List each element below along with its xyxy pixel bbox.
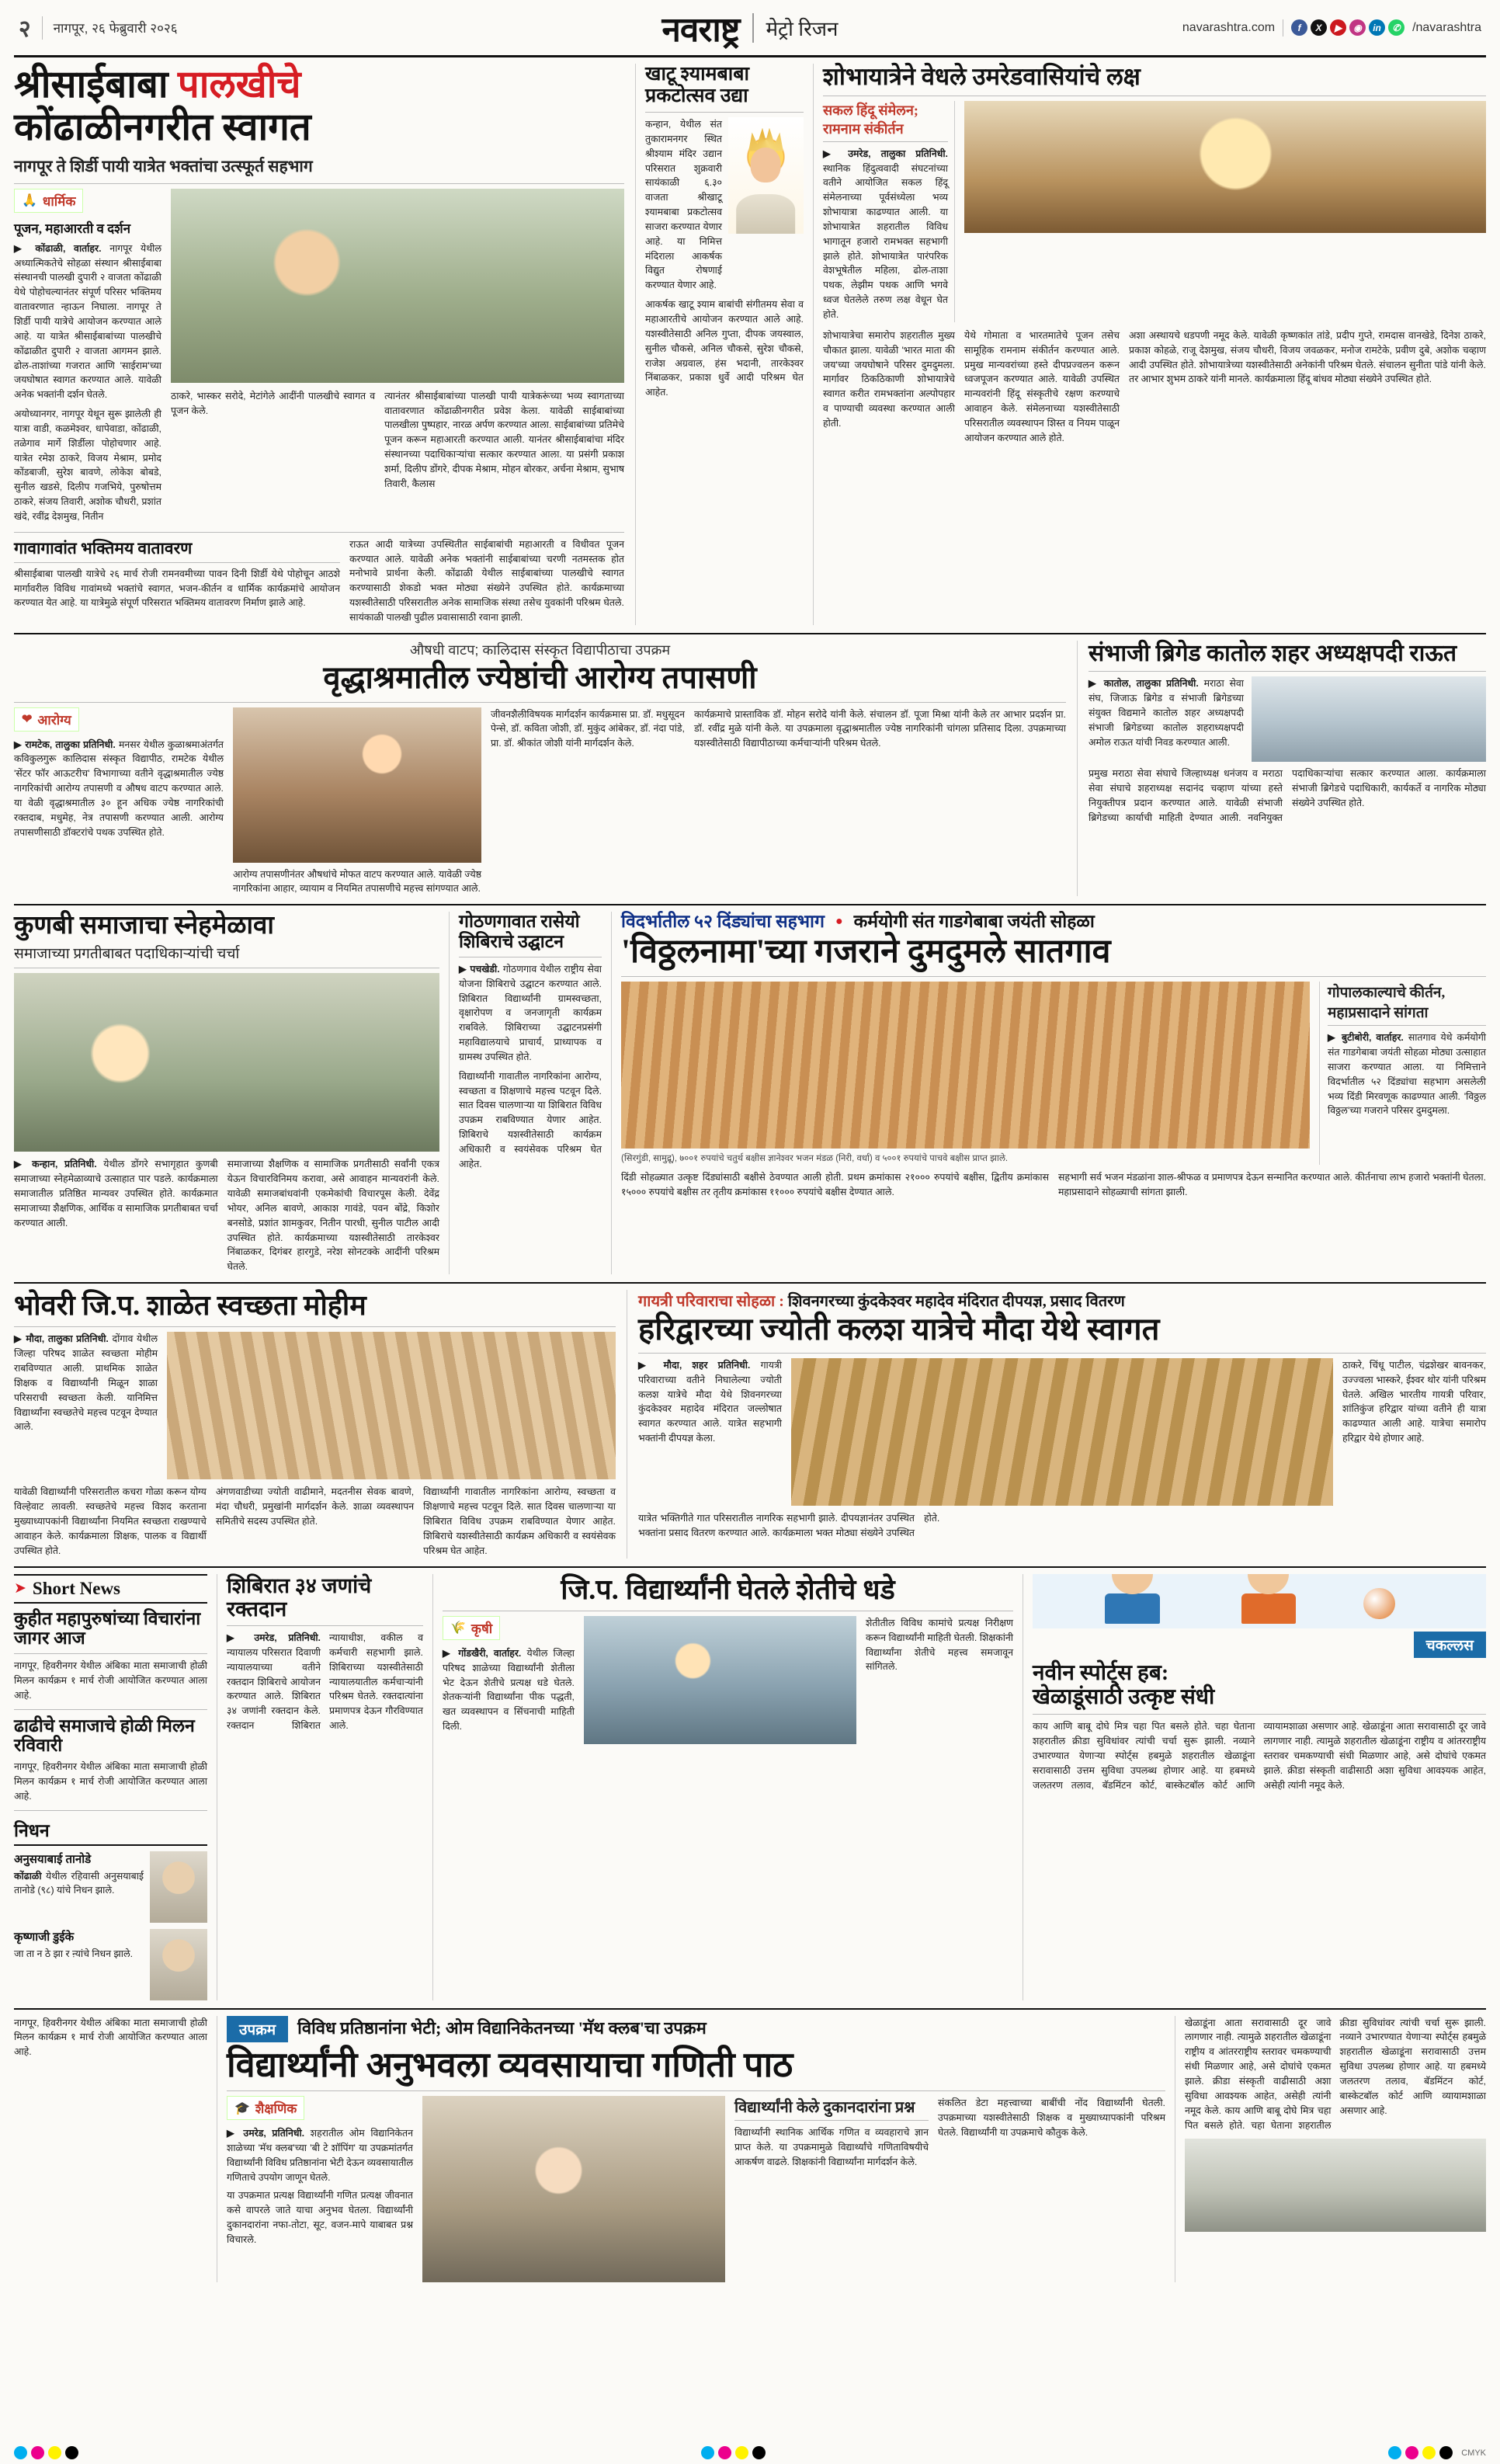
ganiti-col1: ▶ उमरेड, प्रतिनिधी. शहरातील ओम विद्यानिकेतन शाळेच्या 'मॅथ क्लब'च्या 'बी टे शॉपिंग' या उपक्रमांतर्गत विद्यार्थ्यांनी विविध प्रतिष्ठानांना भेटी देऊन व्यवसायातील गणिताचे उपयोग जाणून घेतले. [227, 2128, 413, 2183]
nidhan-text: जा ता न ठे झा र ऩ्यांचे निधन झाले. [14, 1948, 134, 1959]
sambhaji-article [1078, 641, 1486, 896]
vitthal-kicker-right: कर्मयोगी संत गाडगेबाबा जयंती सोहळा [853, 912, 1095, 932]
registration-dots-left [14, 2446, 78, 2459]
praying-hands-icon: 🙏 [22, 194, 37, 208]
masthead [14, 0, 1486, 57]
category-tag-shaikshanik: 🎓 शैक्षणिक [227, 2096, 304, 2120]
shobha-headline: शोभायात्रेने वेधले उमरेडवासियांचे लक्ष [823, 63, 1141, 90]
vitthal-kicker-left: विदर्भातील ५२ दिंड्यांचा सहभाग [621, 912, 825, 932]
aushadhi-kicker: औषधी वाटप; कालिदास संस्कृत विद्यापीठाचा उपक्रम [409, 641, 671, 658]
haridwar-article [627, 1290, 1486, 1559]
upakram-pill: उपक्रम [227, 2016, 288, 2042]
khatu-headline: खाटू श्यामबाबा प्रकटोत्सव उद्या [645, 64, 750, 106]
gothan-col2: विद्यार्थ्यांनी गावातील नागरिकांना आरोग्य, स्वच्छता व शिक्षणाचे महत्त्व पटवून दिले. सात दिवस चालणाऱ्या या शिबिरात विविध उपक्रम राबविण्यात येणार आहेत. शिबिराचे यशस्वीतेसाठी कार्यक्रम अधिकारी व स्वयंसेवक परिश्रम घेत आहेत. [459, 1070, 602, 1169]
page-number: २ [19, 16, 31, 42]
vitthal-photo-caption: (सिरगुंडी, सामुद्रू), ७००१ रुपयांचे चतुर्थ बक्षीस ज्ञानेश्वर भजन मंडळ (निरी, वर्धा) व ५००१ रुपयांचे पाचवे बक्षीस प्राप्त झाले. [621, 1154, 1009, 1164]
haridwar-col1: ▶ मौदा, शहर प्रतिनिधी. गायत्री परिवाराच्या वतीने निघालेल्या ज्योती कलश यात्रेचे मौदा येथे शिवनगरच्या कुंदकेश्वर महादेव मंदिरात जल्लोषात स्वागत करण्यात आले. यात्रेत सहभागी भक्तांनी दीपयज्ञ केला. [638, 1359, 782, 1444]
aushadhi-col2: जीवनशैलीविषयक मार्गदर्शन कार्यक्रमास प्रा. डॉ. मधुसूदन पेन्से, डॉ. कविता जोशी, डॉ. मुकुंद आंबेकर, डॉ. नंदा पांडे, प्रा. डॉ. श्रीकांत जोशी यांनी मार्गदर्शन केले. [491, 708, 685, 749]
lead-col3: राऊत आदी यात्रेच्या उपस्थितीत साईबाबांची महाआरती व विधीवत पूजन करण्यात आले. यावेळी अनेक भक्तांनी साईबाबांच्या चरणी नतमस्तक होत मनोभावे प्रार्थना केली. कोंढाळी येथील साईबाबांच्या पालखीचे स्वागत करण्यासाठी शेकडो भक्त मोठ्या संख्येने उपस्थित होते. कार्यक्रमाच्या यशस्वीतेसाठी परिसरातील अनेक सामाजिक संस्था तसेच युवकांनी परिश्रम घेतले. सायंकाळी पालखी पुढील प्रवासासाठी रवाना झाली. [349, 538, 624, 623]
ganiti-kicker: विविध प्रतिष्ठानांना भेटी; ओम विद्यानिकेतनच्या 'मॅथ क्लब'चा उपक्रम [297, 2018, 707, 2038]
gothan-headline: गोठणगावात रासेयो शिबिराचे उद्घाटन [459, 912, 580, 952]
haridwar-kicker: गायत्री परिवाराचा सोहळा : शिवनगरच्या कुंदकेश्वर महादेव मंदिरात दीपयज्ञ, प्रसाद वितरण [638, 1293, 1125, 1311]
zp-agri-col2: शेतीतील विविध कामांचे प्रत्यक्ष निरीक्षण करून विद्यार्थ्यांनी माहिती घेतली. शिक्षकांनी विद्यार्थ्यांना शेतीचे महत्त्व समजावून सांगितले. [866, 1617, 1013, 1673]
short-news-item2-title: ढाढीचे समाजाचे होळी मिलन रविवारी [14, 1715, 195, 1756]
khatu-article [635, 64, 814, 625]
shobha-col2: येथे गोमाता व भारतमातेचे पूजन तसेच सामूहिक रामनाम संकीर्तन करण्यात आले. प्रमुख मान्यवरांच्या हस्ते दीपप्रज्वलन करून ध्वजपूजन करण्यात आले. यावेळी उपस्थित मान्यवरांनी हिंदू संस्कृतीचे रक्षण करण्याचे आवाहन केले. संमेलनाच्या यशस्वीतेसाठी परिसरातील व्यवस्थापन शिस्त व नियम पाळून आयोजन करण्यात आले होते. [964, 329, 1120, 443]
shibirat-headline: शिबिरात ३४ जणांचे रक्तदान [227, 1573, 372, 1621]
sports-hub-article [1023, 1574, 1486, 2000]
bhovari-col4: विद्यार्थ्यांनी गावातील नागरिकांना आरोग्य, स्वच्छता व शिक्षणाचे महत्त्व पटवून दिले. सात दिवस चालणाऱ्या या शिबिरात विविध उपक्रम राबविण्यात येणार आहेत. शिबिराचे यशस्वीतेसाठी कार्यक्रम अधिकारी व स्वयंसेवक परिश्रम घेत आहेत. [423, 1486, 616, 1556]
shibirat-article [217, 1574, 433, 2000]
twitter-x-icon[interactable]: X [1311, 19, 1327, 36]
aushadhi-headline: वृद्धाश्रमातील ज्येष्ठांची आरोग्य तपासणी [323, 659, 757, 695]
sports-headline-1: नवीन स्पोर्ट्स हब: [1033, 1660, 1169, 1685]
haridwar-col2: यात्रेत भक्तिगीते गात परिसरातील नागरिक सहभागी झाले. दीपयज्ञानंतर उपस्थित भक्तांना प्रसाद वितरण करण्यात आले. कार्यक्रमाला भक्त मोठ्या संख्येने उपस्थित होते. [638, 1512, 940, 1538]
sambhaji-headline: संभाजी ब्रिगेड कातोल शहर अध्यक्षपदी राऊत [1089, 640, 1457, 666]
chakallas-pill: चकल्लस [1414, 1632, 1486, 1658]
lead-headline-line1: श्रीसाईबाबा पालखीचे [14, 63, 301, 106]
aushadhi-photo [233, 707, 481, 863]
bhovari-article [14, 1290, 627, 1559]
vitthal-subhead: गोपालकाल्याचे कीर्तन, महाप्रसादाने सांगता [1328, 982, 1486, 1026]
deity-illustration [728, 117, 804, 234]
arrow-right-icon: ➤ [14, 1580, 26, 1597]
sambhaji-col2: प्रमुख मराठा सेवा संघाचे जिल्हाध्यक्ष धनंजय व मराठा सेवा संघाचे शहराध्यक्ष सदानंद चव्हाण यांच्या हस्ते नियुक्तीपत्र प्रदान करण्यात आले. यावेळी संभाजी ब्रिगेडच्या कार्याची माहिती देण्यात आली. नवनियुक्त पदाधिकाऱ्यांचा सत्कार करण्यात आला. कार्यक्रमाला संभाजी ब्रिगेडचे पदाधिकारी, कार्यकर्ते व नागरिक मोठ्या संख्येने उपस्थित होते. [1089, 768, 1486, 823]
newspaper-logo: नवराष्ट् [661, 10, 740, 49]
ganiti-headline: विद्यार्थ्यांनी अनुभवला व्यवसायाचा गणिती पाठ [227, 2045, 793, 2084]
zp-agri-col1: ▶ गोंडखैरी, वार्ताहर. येथील जिल्हा परिषद शाळेच्या विद्यार्थ्यांनी शेतीला भेट देऊन शेतीचे प्रत्यक्ष धडे घेतले. शेतकऱ्यांनी विद्यार्थ्यांना पीक पद्धती, खत व्यवस्थापन व सिंचनाची माहिती दिली. [443, 1647, 575, 1732]
short-news-header [14, 1574, 207, 1604]
nidhan-item [14, 1929, 207, 2000]
aushadhi-article [14, 641, 1078, 896]
ganiti-col3: संकलित डेटा महत्त्वाच्या बाबींची नोंद विद्यार्थ्यांनी घेतली. उपक्रमाच्या यशस्वीतेसाठी शिक्षक व मुख्याध्यापकांनी परिश्रम घेतले. विद्यार्थ्यांनी या उपक्रमाचे कौतुक केले. [938, 2097, 1165, 2138]
sports-continued [1175, 2016, 1486, 2282]
gothan-article [449, 912, 612, 1274]
bhovari-headline: भोवरी जि.प. शाळेत स्वच्छता मोहीम [14, 1290, 366, 1322]
zp-agri-photo [584, 1616, 856, 1744]
aushadhi-col2b: कार्यक्रमाचे प्रास्ताविक डॉ. मोहन सरोदे यांनी केले. संचालन डॉ. पूजा मिश्रा यांनी केले तर आभार प्रदर्शन प्रा. डॉ. रवींद्र मुळे यांनी केले. या उपक्रमाला वृद्धाश्रमातील ज्येष्ठ नागरिकांनी चांगला प्रतिसाद दिला. उपक्रमाच्या यशस्वीतेसाठी विद्यापीठाच्या कर्मचाऱ्यांनी परिश्रम घेतले. [694, 708, 1066, 749]
lead-col1: ▶ कोंढाळी, वार्ताहर. नागपूर येथील अध्यात्मिकतेचे सोहळा संस्थान श्रीसाईबाबा संस्थानची पालखी दुपारी २ वाजता कोंढाळी येथे पोहोचल्यानंतर संपूर्ण परिसर भक्तिमय वातावरणात न्हाऊन निघाला. नागपूर ते शिर्डी पायी यात्रेचे आयोजन करण्यात आले आहे. या यात्रेत श्रीसाईबाबांच्या पालखीचे कोंढाळीत दुपारी २ वाजता आगमन झाले. ढोल-ताशांच्या गजरात आणि 'साईराम'च्या जयघोषात स्वागत करण्यात आले. यावेळी अनेक भक्तांनी दर्शन घेतले. [14, 242, 161, 401]
bhovari-col2: यावेळी विद्यार्थ्यांनी परिसरातील कचरा गोळा करून योग्य विल्हेवाट लावली. स्वच्छतेचे महत्त्व विशद करताना मुख्याध्यापकांनी विद्यार्थ्यांना नियमित स्वच्छता राखण्याचे आवाहन केले. कार्यक्रमाला शिक्षक, पालक व विद्यार्थी उपस्थित होते. [14, 1486, 207, 1556]
publication-date: नागपूर, २६ फेब्रुवारी २०२६ [53, 21, 178, 36]
footer [14, 2446, 1486, 2459]
kunbi-headline: कुणबी समाजाचा स्नेहमेळावा [14, 912, 274, 940]
masthead-left [14, 12, 511, 43]
khatu-col1: कन्हान, येथील संत तुकारामनगर स्थित श्रीश्याम मंदिर उद्यान परिसरात शुक्रवारी सायंकाळी ६.३० वाजता श्रीखाटू श्यामबाबा प्रकटोत्सव साजरा करण्यात येणार आहे. या निमित्त मंदिराला आकर्षक विद्युत रोषणाई करण्यात येणार आहे. [645, 119, 722, 291]
bhovari-photo [167, 1332, 616, 1479]
social-handle: /navarashtra [1412, 20, 1481, 34]
shibirat-body: ▶ उमरेड, प्रतिनिधी. न्यायालय परिसरात दिवाणी न्यायालयाच्या वतीने रक्तदान शिबिराचे आयोजन करण्यात आले. शिबिरात ३४ जणांनी रक्तदान केले. रक्तदान शिबिरात न्यायाधीश, वकील व कर्मचारी सहभागी झाले. शिबिराच्या यशस्वीतेसाठी न्यायालयातील कर्मचाऱ्यांनी परिश्रम घेतले. रक्तदात्यांना प्रमाणपत्र देऊन गौरविण्यात आले. [227, 1632, 423, 1732]
kunbi-col2: समाजाच्या शैक्षणिक व सामाजिक प्रगतीसाठी सर्वांनी एकत्र येऊन विचारविनिमय करावा, असे आवाहन मान्यवरांनी केले. यावेळी समाजबांधवांनी एकमेकांची विचारपूस केली. देवेंद्र भोयर, अनिल बावणे, आकाश गावंडे, पवन बोंद्रे, किशोर बनसोडे, प्रशांत शामकुवर, नितीन पारधी, सुनील पाटील आदी उपस्थित होते. कार्यक्रमाच्या यशस्वीतेसाठी तारकेश्वर निंबाळकर, दिगंबर हारगुडे, नरेश सोनटक्के आदींनी परिश्रम घेतले. [227, 1159, 439, 1273]
haridwar-headline: हरिद्वारच्या ज्योती कलश यात्रेचे मौदा येथे स्वागत [638, 1312, 1160, 1347]
shobha-subhead-1: सकल हिंदू संमेलन; [823, 102, 918, 118]
social-links [1291, 19, 1405, 36]
lead-article [14, 64, 635, 625]
vitthal-col3: सहभागी सर्व भजन मंडळांना शाल-श्रीफळ व प्रमाणपत्र देऊन सन्मानित करण्यात आले. कीर्तनाचा लाभ हजारो भक्तांनी घेतला. महाप्रसादाने सोहळ्याची सांगता झाली. [1058, 1172, 1486, 1198]
sambhaji-col1: ▶ कातोल, तालुका प्रतिनिधी. मराठा सेवा संघ, जिजाऊ ब्रिगेड व संभाजी ब्रिगेडच्या संयुक्त विद्यमाने कातोल शहर अध्यक्षपदी संभाजी ब्रिगेडच्या कातोल शहराध्यक्षपदी अमोल राऊत यांची निवड करण्यात आली. [1089, 678, 1245, 748]
heartbeat-icon: ❤ [22, 713, 33, 727]
ganiti-article [217, 2016, 1175, 2282]
lead-strap: पूजन, महाआरती व दर्शन [14, 221, 131, 236]
graduation-cap-icon: 🎓 [234, 2101, 250, 2115]
ganiti-subhead-right: विद्यार्थ्यांनी केले दुकानदारांना प्रश्न [734, 2096, 929, 2121]
facebook-icon[interactable]: f [1291, 19, 1307, 36]
sambhaji-photo [1252, 676, 1486, 762]
masthead-right [989, 19, 1486, 36]
kunbi-col1: ▶ कन्हान, प्रतिनिधी. येथील डोंगरे सभागृहात कुणबी समाजाच्या स्नेहमेळाव्याचे उत्साहात पार पडले. कार्यक्रमाला समाजातील प्रतिष्ठित मान्यवर उपस्थित होते. कार्यक्रमात समाजाच्या शैक्षणिक, आर्थिक व सामाजिक प्रगतीबाबत चर्चा करण्यात आली. [14, 1159, 218, 1229]
category-tag-dharmik: 🙏 धार्मिक [14, 189, 83, 213]
vitthal-col1: ▶ बुटीबोरी, वार्ताहर. सातगाव येथे कर्मयोगी संत गाडगेबाबा जयंती सोहळा मोठ्या उत्साहात साजरा करण्यात आला. या निमित्ताने विदर्भातील ५२ दिंड्यांचा सहभाग असलेली भव्य दिंडी मिरवणूक काढण्यात आली. 'विठ्ठल विठ्ठल'च्या गजराने परिसर दुमदुमला. [1328, 1032, 1486, 1117]
ganiti-col2: विद्यार्थ्यांनी स्थानिक आर्थिक गणित व व्यवहाराचे ज्ञान प्राप्त केले. या उपक्रमामुळे विद्यार्थ्यांचे गणिताविषयीचे आकर्षण वाढले. शिक्षकांनी विद्यार्थ्यांना मार्गदर्शन केले. [734, 2127, 929, 2167]
lead-center-text: श्रीसाईबाबा पालखी यात्रेचे २६ मार्च रोजी रामनवमीच्या पावन दिनी शिर्डी येथे पोहोचून आठशे मार्गावरील विविध गावांमध्ये भक्तांचे स्वागत, भजन-कीर्तन व धार्मिक कार्यक्रमांचे आयोजन करण्यात येत आहे. या यात्रेमुळे संपूर्ण परिसरात भक्तिमय वातावरण निर्माण झाले आहे. [14, 568, 340, 609]
zp-agri-article [433, 1574, 1023, 2000]
khatu-col2: आकर्षक खाटू श्याम बाबांची संगीतमय सेवा व महाआरतीचे आयोजन करण्यात आले आहे. यशस्वीतेसाठी अनिल गुप्ता, दीपक जयस्वाल, सुनील चौकसे, अनिल चौकसे, सुरेश चौकसे, राजेश अग्रवाल, हंस भदानी, तारकेश्वर निंबाळकर, प्रकाश धुर्वे आदी परिश्रम घेत आहेत. [645, 299, 804, 398]
bhovari-col3: अंगणवाडीच्या ज्योती वाढीमाने, मदतनीस सेवक बावणे, मंदा चौधरी, प्रमुखांनी मार्गदर्शन केले. शाळा व्यवस्थापन समितीचे सदस्य उपस्थित होते. [215, 1486, 415, 1527]
chakallas-illustration [1033, 1574, 1486, 1628]
shobha-col3: अशा अस्थायचे धडपणी नमूद केले. यावेळी कृष्णकांत तांडे, प्रदीप गुप्ते, रामदास वानखेडे, दिनेश ठाकरे, प्रकाश कोहळे, राजू देशमुख, संजय चौधरी, विजय जवळकर, मनोज रामटेके, प्रवीण दुबे, अशोक चव्हाण आदी उपस्थित होते. शोभायात्रेच्या यशस्वीतेसाठी अनेकांनी परिश्रम घेतले. संचालन सुनीता पांडे यांनी केले. तर आभार शुभम ठाकरे यांनी मानले. कार्यक्रमाला हिंदू बांधव मोठ्या संख्येने उपस्थित होते. [1129, 329, 1486, 385]
bhovari-col1: ▶ मौदा, तालुका प्रतिनिधी. दोंगाव येथील जिल्हा परिषद शाळेत स्वच्छता मोहीम राबविण्यात आली. प्राथमिक शाळेत शिक्षक व विद्यार्थ्यांनी मिळून शाळा परिसराची स्वच्छता केली. यानिमित्त विद्यार्थ्यांना स्वच्छतेचे महत्त्व पटवून देण्यात आले. [14, 1333, 158, 1433]
nidhan-label: निधन [14, 1817, 207, 1846]
nidhan-text: कोंढाळी येथील रहिवासी अनुसयाबाई तानोडे (९८) यांचे निधन झाले. [14, 1870, 144, 1896]
haridwar-col3: ठाकरे, चिंधू पाटील, चंद्रशेखर बावनकर, उज्ज्वला भास्करे, ईश्वर थोर यांनी परिश्रम घेतले. अखिल भारतीय गायत्री परिवार, शांतिकुंज हरिद्वार यांच्या वतीने ही यात्रा काढण्यात आली आहे. यात्रेचा समारोप हरिद्वार येथे होणार आहे. [1342, 1359, 1486, 1444]
nidhan-portrait [150, 1851, 207, 1923]
short-news-item2-body: नागपूर, हिवरीनगर येथील अंबिका माता समाजाची होळी मिलन कार्यक्रम १ मार्च रोजी आयोजित करण्यात आला आहे. [14, 1761, 207, 1802]
kunbi-article [14, 912, 449, 1274]
sports-body: काय आणि बाबू दोघे मित्र चहा पित बसले होते. चहा घेताना शहरातील क्रीडा सुविधांवर त्यांची चर्चा सुरू झाली. नव्याने उभारण्यात येणाऱ्या स्पोर्ट्स हबमुळे शहरातील खेळाडूंना सरावासाठी उत्तम सुविधा उपलब्ध होणार आहे. या हबमध्ये जलतरण तलाव, बॅडमिंटन कोर्ट, बास्केटबॉल कोर्ट आणि व्यायामशाळा असणार आहे. खेळाडूंना आता सरावासाठी दूर जावे लागणार नाही. त्यामुळे शहरातील खेळाडूंना राष्ट्रीय व आंतरराष्ट्रीय स्तरावर चमकण्याची संधी मिळणार आहे, असे दोघांचे एकमत झाले. क्रीडा संस्कृती वाढीसाठी अशा सुविधा आवश्यक आहेत, असेही त्यांनी नमूद केले. [1033, 1721, 1486, 1791]
instagram-icon[interactable]: ◉ [1349, 19, 1366, 36]
short-news-column [14, 1574, 217, 2000]
lead-col2b: त्यानंतर श्रीसाईबाबांच्या पालखी पायी यात्रेकरूंच्या भव्य स्वागताच्या वातावरणात कोंढाळीनगरीत प्रवेश केला. यावेळी साईबाबांच्या पालखीला पुष्पहार, नारळ अर्पण करण्यात आला. साईबाबांच्या प्रतिमेचे पूजन करून महाआरती करण्यात आली. यानंतर श्रीसाईबाबांचा मंदिर संस्थानच्या पदाधिकाऱ्यांचा सत्कार करण्यात आला. या प्रसंगी प्रकाश शर्मा, दिलीप डोंगरे, दीपक मेश्राम, मोहन बोरकर, अर्चना मेश्राम, सुभाष तिवारी, कैलास [384, 390, 624, 489]
linkedin-icon[interactable]: in [1369, 19, 1385, 36]
short-news-item1-title: कुहीत महापुरुषांच्या विचारांना जागर आज [14, 1608, 201, 1649]
lead-col1b: अयोध्यानगर, नागपूर येथून सुरू झालेली ही यात्रा वाडी, कळमेश्वर, धापेवाडा, कोंढाळी, तळेगाव मार्गे शिर्डीला पोहोचणार आहे. यात्रेत रमेश ठाकरे, विजय मेश्राम, प्रमोद कोंडबाजी, सुरेश बावणे, लोकेश बोबडे, सुनील खडसे, दिलीप गजभिये, पुरुषोत्तम ठाकरे, संजय तिवारी, अशोक चौधरी, प्रशांत खंदे, रवींद्र देशमुख, नितीन [14, 408, 161, 522]
ganiti-left-spacer [14, 2016, 217, 2282]
ganiti-col1b: या उपक्रमात प्रत्यक्ष विद्यार्थ्यांनी गणित प्रत्यक्ष जीवनात कसे वापरले जाते याचा अनुभव घेतला. विद्यार्थ्यांनी दुकानदारांना नफा-तोटा, सूट, वजन-मापे याबाबत प्रश्न विचारले. [227, 2190, 413, 2245]
haridwar-photo [791, 1358, 1333, 1506]
vitthal-headline: 'विठ्ठलनामा'च्या गजराने दुमदुमले सातगाव [621, 933, 1111, 971]
website-url[interactable]: navarashtra.com [1182, 20, 1276, 34]
short-news-extra: नागपूर, हिवरीनगर येथील अंबिका माता समाजाची होळी मिलन कार्यक्रम १ मार्च रोजी आयोजित करण्यात आला आहे. [14, 2017, 207, 2058]
divider [752, 13, 754, 43]
sports-headline-2: खेळाडूंसाठी उत्कृष्ट संधी [1033, 1684, 1215, 1709]
edition-label: मेट्रो रिजन [766, 17, 839, 40]
lead-subhead: नागपूर ते शिर्डी पायी यात्रेत भक्तांचा उत्स्फूर्त सहभाग [14, 156, 313, 176]
shobha-col1b: शोभायात्रेचा समारोप शहरातील मुख्य चौकात झाला. यावेळी 'भारत माता की जय'च्या जयघोषाने परिसर दुमदुमला. मार्गावर ठिकठिकाणी शोभायात्रेचे स्वागत करीत रामभक्तांना अल्पोपहार व पाण्याची व्यवस्था करण्यात आली होती. [823, 329, 955, 429]
wheat-icon: 🌾 [450, 1621, 466, 1635]
kunbi-photo [14, 973, 439, 1152]
vitthal-article: विदर्भातील ५२ दिंड्यांचा सहभाग ● कर्मयोगी संत गाडगेबाबा जयंती सोहळा 'विठ्ठलनामा'च्या गजराने दुमदुमले सातगाव (सिरगुंडी, सामुद्रू), ७००१ रुपयांचे चतुर्थ बक्षीस ज्ञानेश्वर भजन मंडळ (निरी, वर्धा) व ५००१ रुपयांचे पाचवे बक्षीस प्राप्त झाले. गोपालकाल्याचे कीर्तन, महाप्रसादाने सांगता ▶ बुटीबोरी, वार्ताहर. सातगाव येथे कर्मयोगी संत गाडगेबाबा जयंती सोहळा मोठ्या उत्साहात साजरा करण्यात आला. या निमित्ताने विदर्भातील ५२ दिंड्यांचा सहभाग असलेली भव्य दिंडी मिरवणूक काढण्यात आली. 'विठ्ठल विठ्ठल'च्या गजराने परिसर दुमदुमला. दिंडी सोहळ्यात उत्कृष्ट दिंड्यांसाठी बक्षीसे ठेवण्यात आली होती. प्रथम क्रमांकास २१००० रुपयांचे बक्षीस, द्वितीय क्रमांकास १५००० रुपयांचे बक्षीस तर तृतीय क्रमांकास ११००० रुपयांचे बक्षीस देण्यात आले. सहभागी सर्व भजन मंडळांना शाल-श्रीफळ व प्रमाणपत्र देऊन सन्मानित करण्यात आले. कीर्तनाचा लाभ हजारो भक्तांनी घेतला. महाप्रसादाने सोहळ्याची सांगता झाली. [612, 912, 1486, 1274]
sports-photo [1185, 2139, 1486, 2232]
shobha-col1: ▶ उमरेड, तालुका प्रतिनिधी. स्थानिक हिंदुत्ववादी संघटनांच्या वतीने आयोजित सकल हिंदू संमेलनाच्या पूर्वसंध्येला भव्य शोभायात्रा काढण्यात आली. या शोभायात्रेत शहरातील विविध भागातून हजारो रामभक्त सहभागी झाले होते. शोभायात्रेत पारंपरिक वेशभूषेतील महिला, ढोल-ताशा पथक, लेझीम पथक आणि भगवे ध्वज घेतलेले तरुण लक्ष वेधून घेत होते. [823, 148, 948, 320]
nidhan-portrait [150, 1929, 207, 2000]
shobha-photo [964, 101, 1486, 233]
vitthal-photo [621, 982, 1310, 1149]
vitthal-col2: दिंडी सोहळ्यात उत्कृष्ट दिंड्यांसाठी बक्षीसे ठेवण्यात आली होती. प्रथम क्रमांकास २१००० रुपयांचे बक्षीस, द्वितीय क्रमांकास १५००० रुपयांचे बक्षीस तर तृतीय क्रमांकास ११००० रुपयांचे बक्षीस देण्यात आले. [621, 1172, 1049, 1198]
lead-center-subhead: गावागावांत भक्तिमय वातावरण [14, 537, 340, 563]
category-tag-krishi: 🌾 कृषी [443, 1616, 500, 1640]
aushadhi-col1b: आरोग्य तपासणीनंतर औषधांचे मोफत वाटप करण्यात आले. यावेळी ज्येष्ठ नागरिकांना आहार, व्यायाम व नियमित तपासणीचे महत्त्व सांगण्यात आले. [233, 868, 481, 895]
gothan-col1: ▶ पचखेडी. गोठणगाव येथील राष्ट्रीय सेवा योजना शिबिराचे उद्घाटन करण्यात आले. शिबिरात विद्यार्थ्यांनी ग्रामस्वच्छता, वृक्षारोपण व जनजागृती कार्यक्रम राबविले. शिबिराच्या उद्घाटनप्रसंगी महाविद्यालयाचे प्राचार्य, प्राध्यापक व ग्रामस्थ उपस्थित होते. [459, 963, 602, 1062]
zp-agri-headline: जि.प. विद्यार्थ्यांनी घेतले शेतीचे धडे [561, 1573, 895, 1605]
sports-body-continued: खेळाडूंना आता सरावासाठी दूर जावे लागणार नाही. त्यामुळे शहरातील खेळाडूंना राष्ट्रीय व आंतरराष्ट्रीय स्तरावर चमकण्याची संधी मिळणार आहे, असे दोघांचे एकमत झाले. क्रीडा संस्कृती वाढीसाठी अशा सुविधा आवश्यक आहेत, असेही त्यांनी नमूद केले. काय आणि बाबू दोघे मित्र चहा पित बसले होते. चहा घेताना शहरातील क्रीडा सुविधांवर त्यांची चर्चा सुरू झाली. नव्याने उभारण्यात येणाऱ्या स्पोर्ट्स हबमुळे शहरातील खेळाडूंना सरावासाठी उत्तम सुविधा उपलब्ध होणार आहे. या हबमध्ये जलतरण तलाव, बॅडमिंटन कोर्ट, बास्केटबॉल कोर्ट आणि व्यायामशाळा असणार आहे. [1185, 2017, 1486, 2131]
category-tag-arogya: ❤ आरोग्य [14, 707, 79, 732]
registration-dots-right [1388, 2446, 1486, 2459]
shobha-subhead-2: रामनाम संकीर्तन [823, 120, 948, 142]
shobhayatra-article [814, 64, 1486, 625]
lead-col2: ठाकरे, भास्कर सरोदे, मेटांगेले आदींनी पालखीचे स्वागत व पूजन केले. [171, 390, 376, 416]
short-news-label: Short News [32, 1578, 121, 1598]
nidhan-name: कृष्णाजी डुईके [14, 1930, 75, 1944]
lead-headline-line2: कोंढाळीनगरीत स्वागत [14, 105, 311, 148]
registration-dots-center [701, 2446, 766, 2459]
masthead-center [511, 5, 989, 51]
nidhan-item [14, 1851, 207, 1923]
ganiti-photo-1 [422, 2096, 725, 2282]
lead-photo [171, 189, 624, 383]
kunbi-subhead: समाजाच्या प्रगतीबाबत पदाधिकाऱ्यांची चर्चा [14, 946, 240, 963]
cmyk-label: CMYK [1461, 2448, 1486, 2458]
youtube-icon[interactable]: ▶ [1330, 19, 1346, 36]
aushadhi-col1: ▶ रामटेक, तालुका प्रतिनिधी. मनसर येथील कुळाश्रमाअंतर्गत कविकुलगुरू कालिदास संस्कृत विद्यापीठ, रामटेक येथील 'सेंटर फॉर आऊटरीच' विभागाच्या वतीने वृद्धाश्रमातील ज्येष्ठ नागरिकांची आरोग्य तपासणी व औषध वाटप करण्यात आले. या वेळी वृद्धाश्रमातील ३० हून अधिक ज्येष्ठ नागरिकांची रक्तदाब, मधुमेह, नेत्र तपासणी करण्यात आली. आरोग्य तपासणीसाठी डॉक्टरांचे पथक उपस्थित होते. [14, 739, 224, 838]
whatsapp-icon[interactable]: ✆ [1388, 19, 1405, 36]
nidhan-name: अनुसयाबाई तानोडे [14, 1852, 92, 1866]
short-news-item1-body: नागपूर, हिवरीनगर येथील अंबिका माता समाजाची होळी मिलन कार्यक्रम १ मार्च रोजी आयोजित करण्यात आला आहे. [14, 1660, 207, 1701]
